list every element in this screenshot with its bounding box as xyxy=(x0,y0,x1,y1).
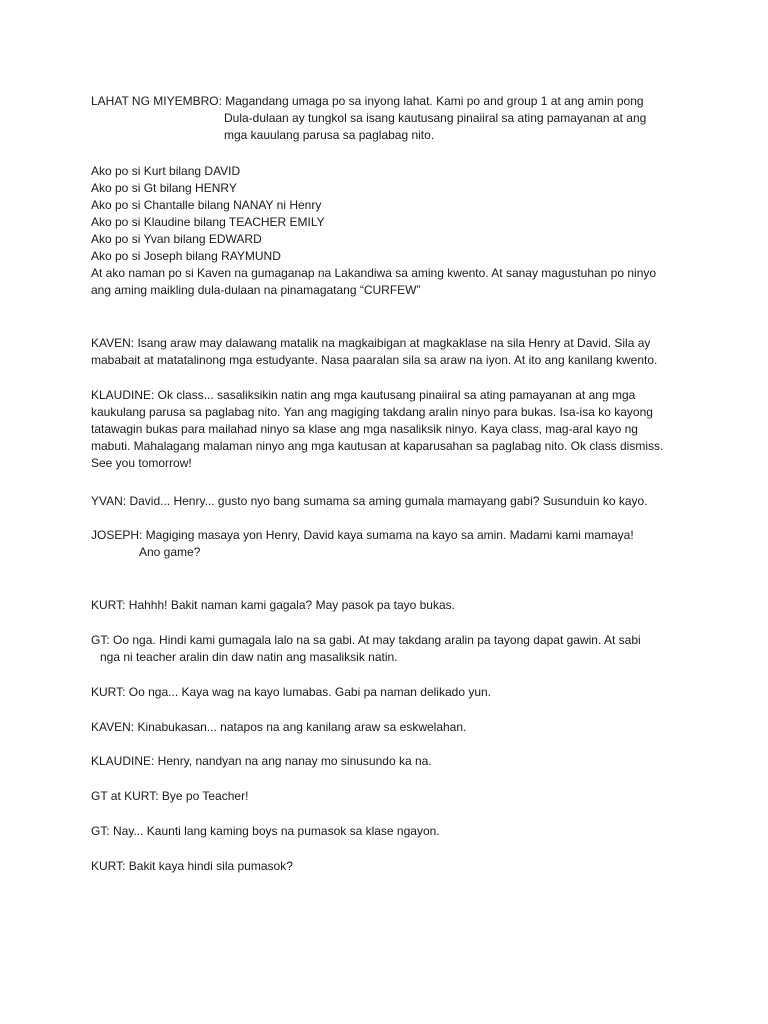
intro-paragraph xyxy=(91,93,681,144)
joseph-line-2: Ano game? xyxy=(139,545,201,559)
klaudine-speech-1 xyxy=(91,387,681,472)
klaudine-speech-2 xyxy=(91,753,681,770)
intro-line-2: Dula-dulaan ay tungkol sa isang kautusang pinaiiral sa ating pamayanan at ang xyxy=(224,111,647,125)
yvan-speech-1 xyxy=(91,493,681,510)
kurt-speech-2 xyxy=(91,684,681,701)
cast-list xyxy=(91,163,681,299)
joseph-speech-1 xyxy=(91,527,681,561)
intro-line-3: mga kauulang parusa sa paglabag nito. xyxy=(224,128,435,142)
klaudine-line-5: See you tomorrow! xyxy=(91,456,192,470)
cast-item: Ako po si Chantalle bilang NANAY ni Henry xyxy=(91,198,322,212)
cast-item: Ako po si Yvan bilang EDWARD xyxy=(91,232,262,246)
kurt-line-2: KURT: Oo nga... Kaya wag na kayo lumabas. Gabi pa naman delikado yun. xyxy=(91,685,492,699)
kaven-line-3: KAVEN: Kinabukasan... natapos na ang kanilang araw sa eskwelahan. xyxy=(91,720,467,734)
cast-item: Ako po si Gt bilang HENRY xyxy=(91,181,237,195)
kaven-narration-1 xyxy=(91,335,681,369)
gt-kurt-speech-1 xyxy=(91,788,681,805)
cast-item: Ako po si Joseph bilang RAYMUND xyxy=(91,249,281,263)
gt-line-3: GT: Nay... Kaunti lang kaming boys na pumasok sa klase ngayon. xyxy=(91,824,440,838)
kaven-narration-2 xyxy=(91,719,681,736)
cast-item: Ako po si Kurt bilang DAVID xyxy=(91,164,241,178)
klaudine-line-3: tatawagin bukas para mailahad ninyo sa klase ang mga nasaliksik ninyo. Kaya class, mag-aral kayo ng xyxy=(91,422,638,436)
gt-line-2: nga ni teacher aralin din daw natin ang masaliksik natin. xyxy=(100,650,398,664)
gt-speech-1 xyxy=(91,632,681,666)
joseph-line-1: JOSEPH: Magiging masaya yon Henry, David kaya sumama na kayo sa amin. Madami kami mamaya! xyxy=(91,528,634,542)
gt-kurt-line-1: GT at KURT: Bye po Teacher! xyxy=(91,789,249,803)
klaudine-line-2: kaukulang parusa sa paglabag nito. Yan ang magiging takdang aralin ninyo para bukas. Isa-isa ko kayong xyxy=(91,405,653,419)
kurt-line-1: KURT: Hahhh! Bakit naman kami gagala? May pasok pa tayo bukas. xyxy=(91,598,455,612)
klaudine-line-1: KLAUDINE: Ok class... sasaliksikin natin ang mga kautusang pinaiiral sa ating pamayanan at ang mga xyxy=(91,388,636,402)
intro-line-1: LAHAT NG MIYEMBRO: Magandang umaga po sa inyong lahat. Kami po and group 1 at ang amin pong xyxy=(91,94,644,108)
klaudine-line-4: mabuti. Mahalagang malaman ninyo ang mga kautusan at kaparusahan sa paglabag nito. Ok class dismiss. xyxy=(91,439,664,453)
cast-item: Ako po si Klaudine bilang TEACHER EMILY xyxy=(91,215,325,229)
gt-line-1: GT: Oo nga. Hindi kami gumagala lalo na sa gabi. At may takdang aralin pa tayong dapat gawin. At sabi xyxy=(91,633,641,647)
kurt-speech-3 xyxy=(91,858,681,875)
kurt-line-3: KURT: Bakit kaya hindi sila pumasok? xyxy=(91,859,293,873)
kaven-line-2: mababait at matatalinong mga estudyante. Nasa paaralan sila sa araw na iyon. At ito ang kanilang kwento. xyxy=(91,353,658,367)
kaven-line-1: KAVEN: Isang araw may dalawang matalik na magkaibigan at magkaklase na sila Henry at David. Sila ay xyxy=(91,336,651,350)
gt-speech-2 xyxy=(91,823,681,840)
yvan-line-1: YVAN: David... Henry... gusto nyo bang sumama sa aming gumala mamayang gabi? Susunduin ko kayo. xyxy=(91,494,648,508)
closing-line-2: ang aming maikling dula-dulaan na pinamagatang “CURFEW” xyxy=(91,283,421,297)
klaudine-line-6: KLAUDINE: Henry, nandyan na ang nanay mo sinusundo ka na. xyxy=(91,754,432,768)
kurt-speech-1 xyxy=(91,597,681,614)
closing-line-1: At ako naman po si Kaven na gumaganap na Lakandiwa sa aming kwento. At sanay magustuhan po ninyo xyxy=(91,266,657,280)
